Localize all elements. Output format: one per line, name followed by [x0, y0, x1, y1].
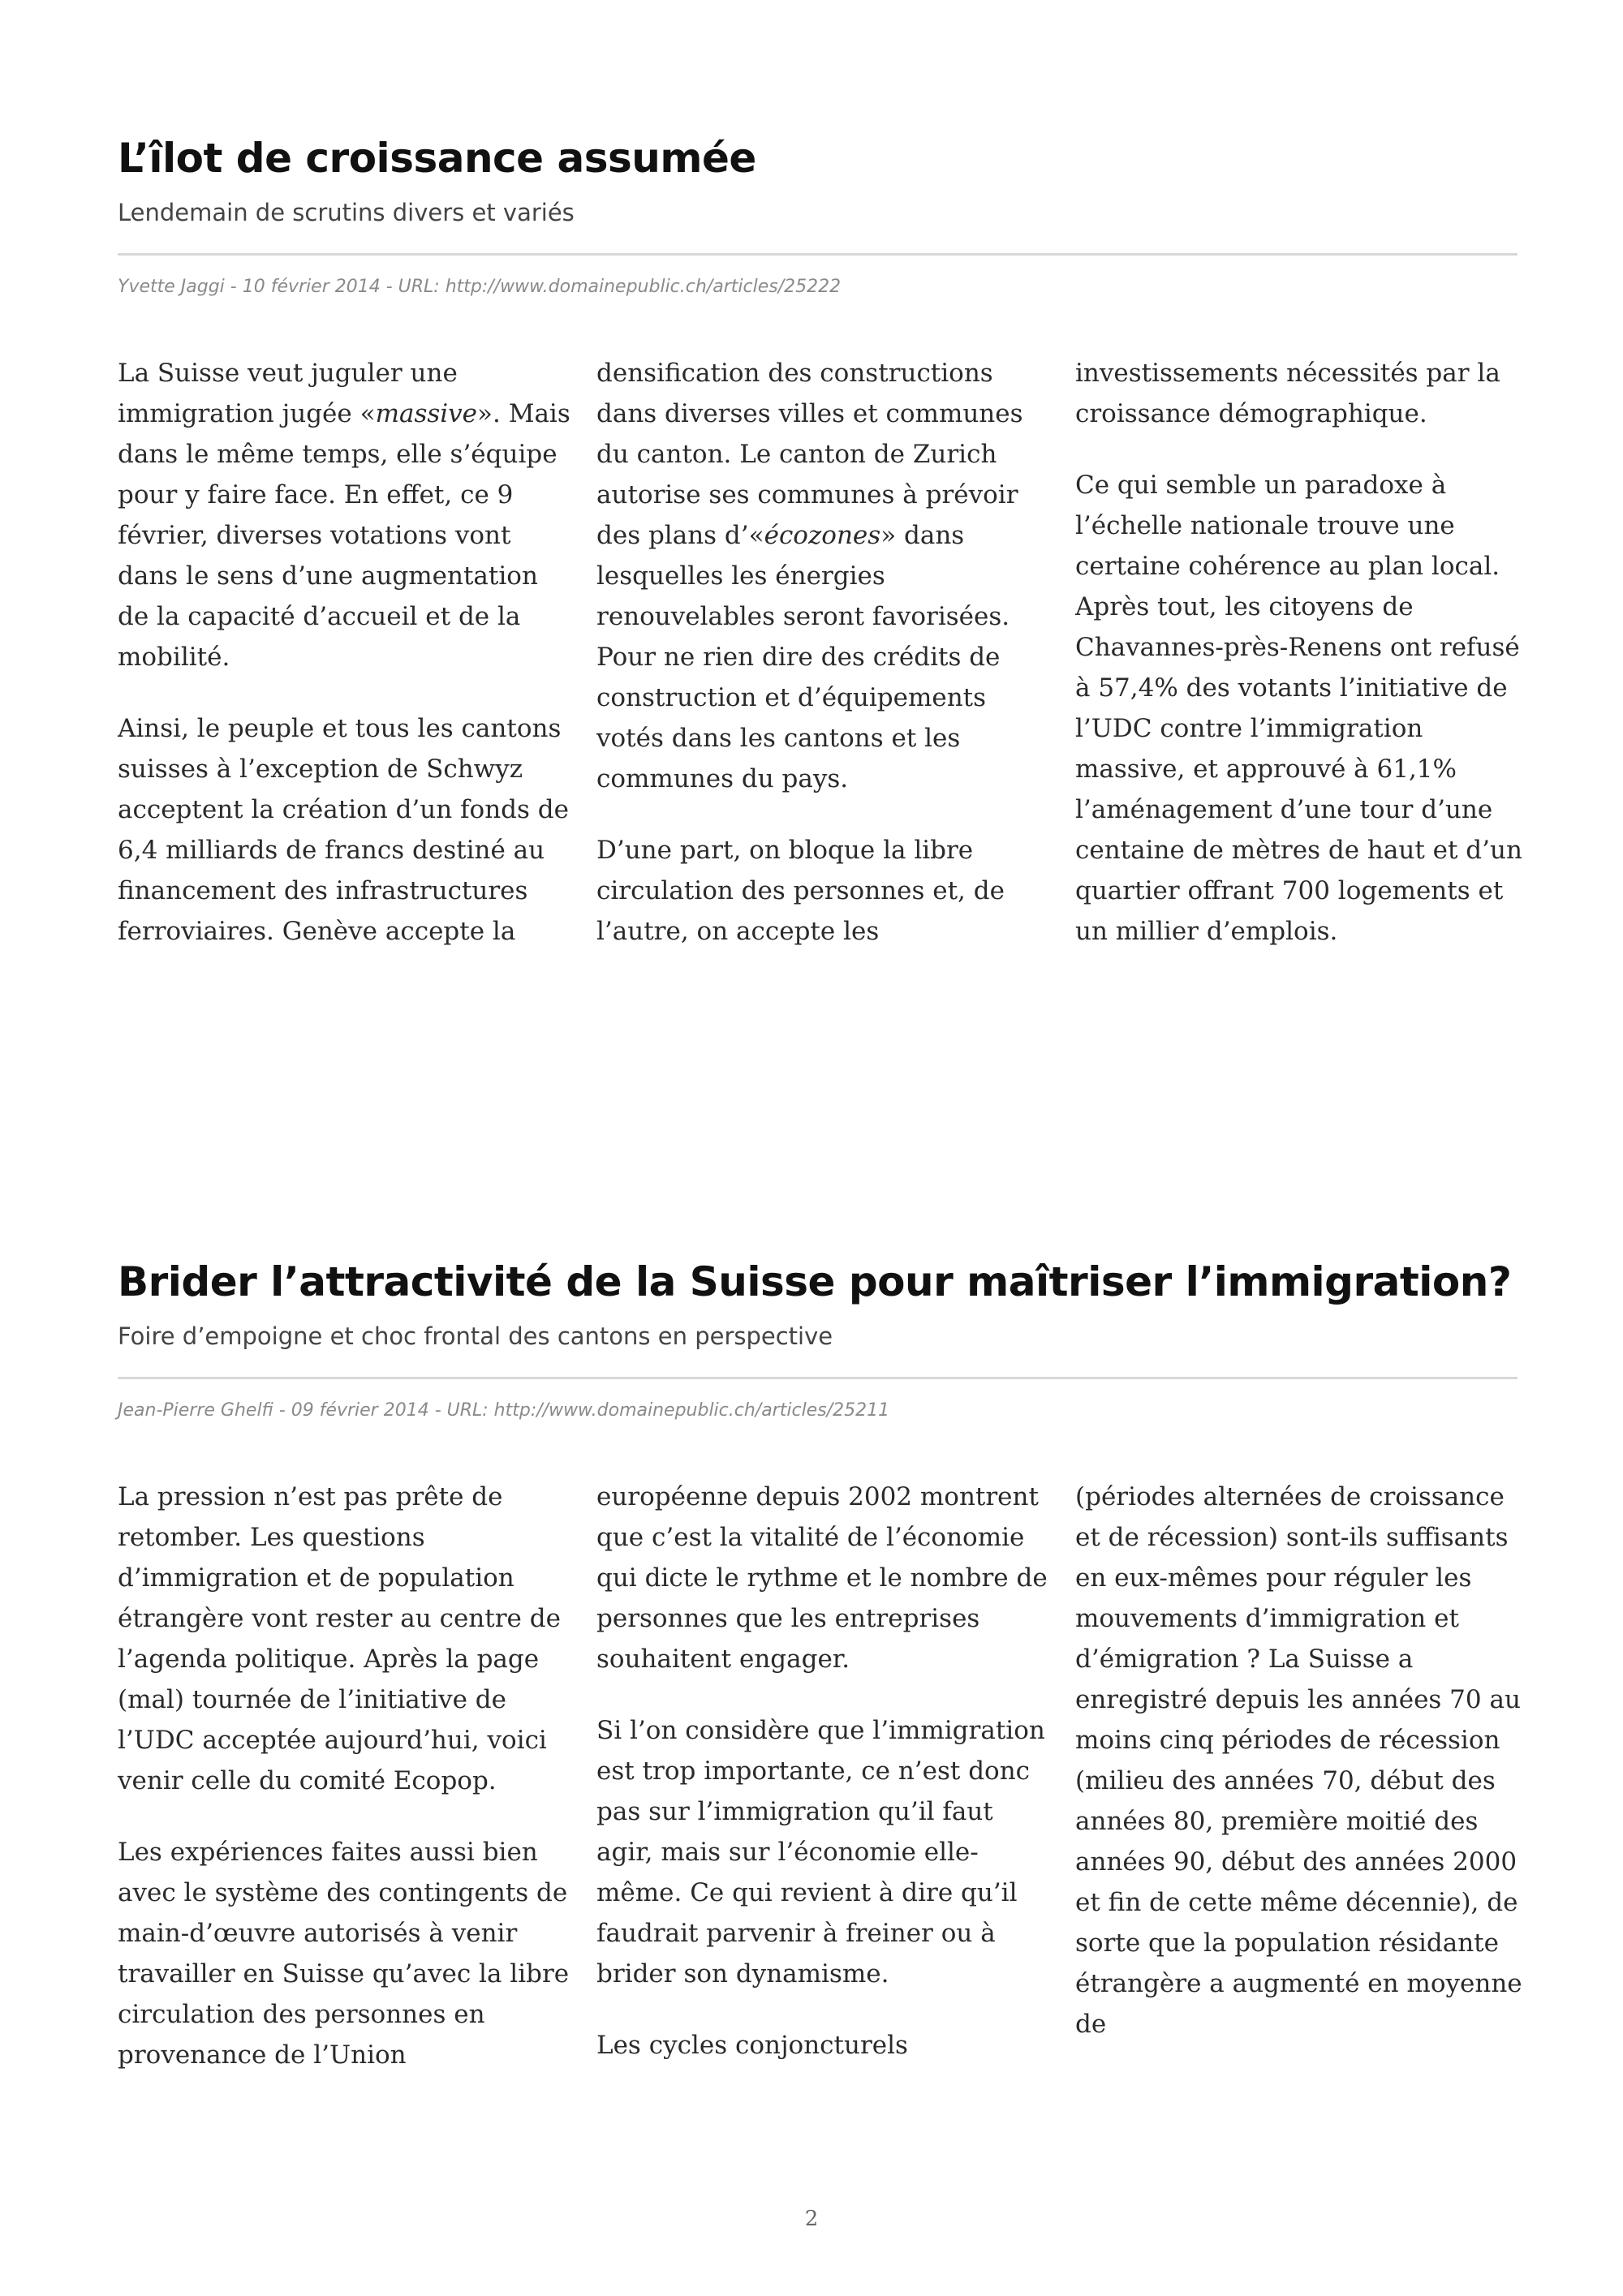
paragraph: (périodes alternées de croissance et de récession) sont-ils suffisants en eux-mêmes pour réguler les mouvements d’immigration et d’émigration ? La Suisse a enregistré depuis les années 70 au moins cinq périodes de récession (milieu des années 70, début des années 80, première moitié des années 90, début des années 2000 et fin de cette même décennie), de sorte que la population résidante étrangère a augmenté en moyenne de	[1075, 1482, 1522, 2039]
paragraph: investissements nécessités par la croissance démographique.	[1075, 359, 1500, 428]
column-2	[596, 353, 1051, 952]
column-3	[1075, 353, 1530, 952]
article-meta: Yvette Jaggi - 10 février 2014 - URL: http://www.domainepublic.ch/articles/25222	[118, 277, 842, 297]
column-3	[1075, 1477, 1530, 2044]
article-meta: Jean-Pierre Ghelfi - 09 février 2014 - URL: http://www.domainepublic.ch/articles/25211	[118, 1400, 890, 1421]
article-ilot-croissance	[118, 130, 1522, 946]
article-subtitle: Lendemain de scrutins divers et variés	[118, 199, 575, 226]
article-title: L’îlot de croissance assumée	[118, 135, 756, 182]
column-2	[596, 1477, 1051, 2066]
page-number: 2	[804, 2207, 819, 2231]
article-title: Brider l’attractivité de la Suisse pour maîtriser l’immigration?	[118, 1258, 1512, 1305]
paragraph: Les expériences faites aussi bien avec le système des contingents de main-d’œuvre autorisés à venir travailler en Suisse qu’avec la libre circulation des personnes en provenance de l’Union	[118, 1838, 570, 2070]
paragraph: Si l’on considère que l’immigration est trop importante, ce n’est donc pas sur l’immigration qu’il faut agir, mais sur l’économie elle-même. Ce qui revient à dire qu’il faudrait parvenir à freiner ou à brider son dynamisme.	[596, 1716, 1045, 1989]
column-1	[118, 1477, 572, 2075]
paragraph: La pression n’est pas prête de retomber. Les questions d’immigration et de population étrangère vont rester au centre de l’agenda politique. Après la page (mal) tournée de l’initiative de l’UDC acceptée aujourd’hui, voici venir celle du comité Ecopop.	[118, 1482, 561, 1795]
paragraph: européenne depuis 2002 montrent que c’est la vitalité de l’économie qui dicte le rythme et le nombre de personnes que les entreprises souhaitent engager.	[596, 1482, 1048, 1674]
paragraph: D’une part, on bloque la libre circulation des personnes et, de l’autre, on accepte les	[596, 836, 1005, 946]
article-brider-attractivite	[118, 1253, 1522, 2070]
divider	[118, 1377, 1518, 1379]
article-subtitle: Foire d’empoigne et choc frontal des cantons en perspective	[118, 1322, 833, 1350]
paragraph: Ce qui semble un paradoxe à l’échelle nationale trouve une certaine cohérence au plan local. Après tout, les citoyens de Chavannes-près-Renens ont refusé à 57,4% des votants l’initiative de l’UDC contre l’immigration massive, et approuvé à 61,1% l’aménagement d’une tour d’une centaine de mètres de haut et d’un quartier offrant 700 logements et un millier d’emplois.	[1075, 471, 1522, 946]
paragraph: Les cycles conjoncturels	[596, 2031, 908, 2060]
column-1	[118, 353, 572, 952]
divider	[118, 253, 1518, 256]
paragraph: Ainsi, le peuple et tous les cantons suisses à l’exception de Schwyz acceptent la création d’un fonds de 6,4 milliards de francs destiné au financement des infrastructures ferroviaires. Genève accepte la	[118, 714, 569, 946]
paragraph: densification des constructions dans diverses villes et communes du canton. Le canton de Zurich autorise ses communes à prévoir des plans d’«écozones» dans lesquelles les énergies renouvelables seront favorisées. Pour ne rien dire des crédits de construction et d’équipements votés dans les cantons et les communes du pays.	[596, 359, 1023, 793]
paragraph: La Suisse veut juguler une immigration jugée «massive». Mais dans le même temps, elle s’équipe pour y faire face. En effet, ce 9 février, diverses votations vont dans le sens d’une augmentation de la capacité d’accueil et de la mobilité.	[118, 359, 570, 672]
